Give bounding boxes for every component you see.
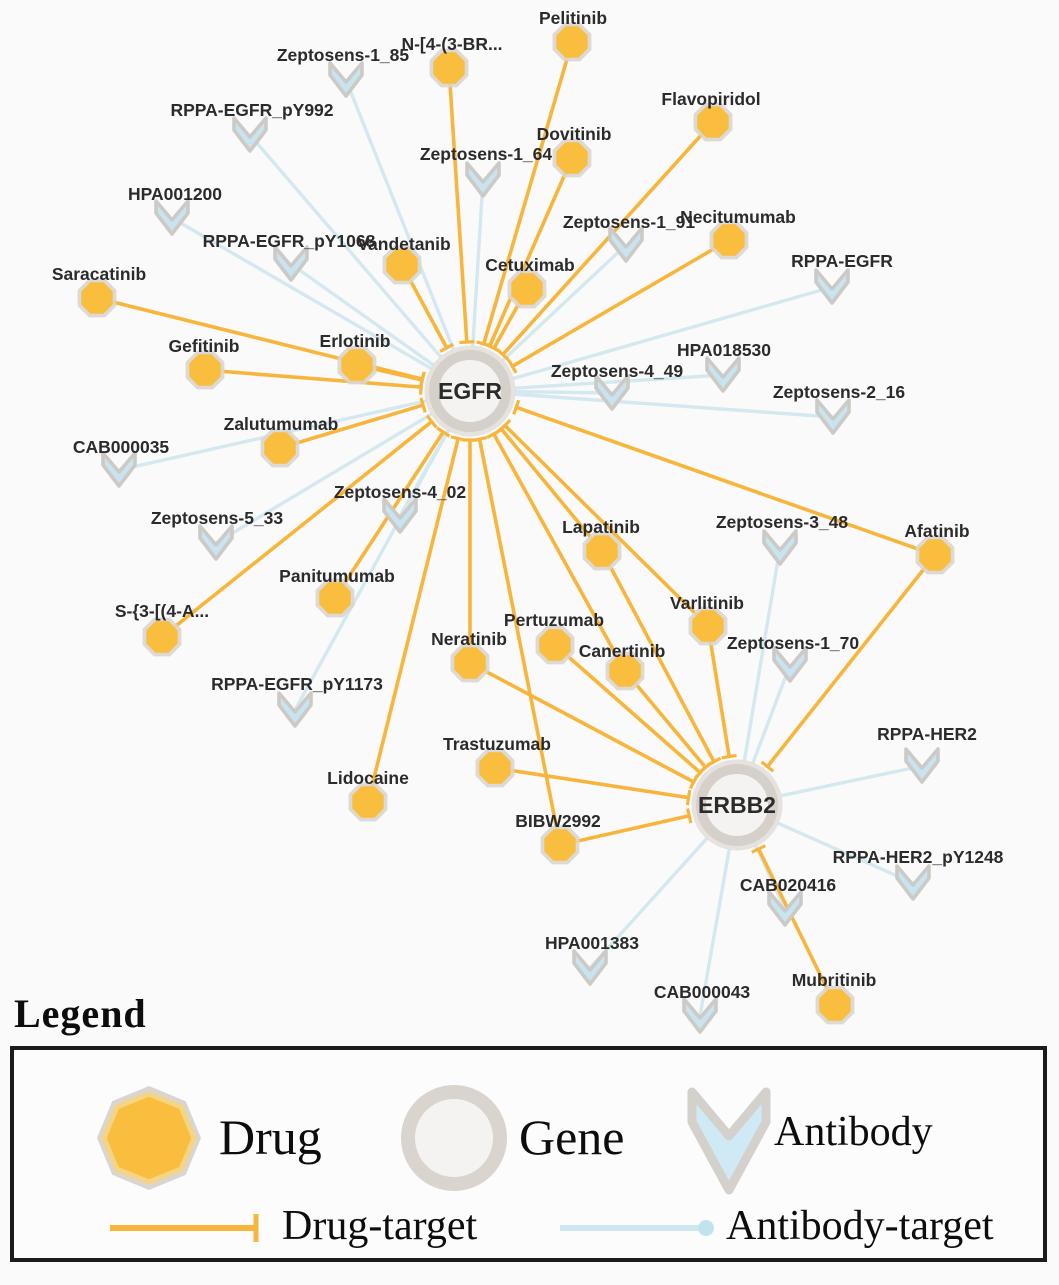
drug-node[interactable] [536, 626, 575, 665]
drug-label: Cetuximab [485, 255, 575, 275]
drug-label: Pelitinib [538, 8, 608, 28]
antibody-node[interactable] [906, 749, 938, 782]
antibody-label: Zeptosens-5_33 [150, 508, 284, 528]
antibody-label: Zeptosens-3_48 [715, 512, 849, 532]
antibody-label: Zeptosens-2_16 [772, 382, 906, 402]
antibody-label: CAB000035 [72, 437, 170, 457]
antibody-node[interactable] [897, 866, 929, 899]
antibody-target-edge [778, 766, 922, 796]
drug-node[interactable] [186, 351, 225, 390]
drug-node[interactable] [508, 270, 547, 309]
drug-label: Varlitinib [670, 593, 744, 613]
antibody-label: RPPA-HER2_pY1248 [832, 847, 1004, 867]
drug-node[interactable] [553, 23, 592, 62]
antibody-label: HPA001383 [544, 933, 640, 953]
antibody-label: Zeptosens-1_64 [419, 144, 553, 164]
drug-node[interactable] [349, 783, 388, 822]
drug-node[interactable] [476, 749, 515, 788]
legend-antibody-label: Antibody [774, 1109, 933, 1155]
drug-target-edge [449, 68, 467, 342]
gene-symbol-icon [399, 1083, 509, 1193]
drug-label: Panitumumab [279, 566, 395, 586]
drug-label: Flavopiridol [661, 89, 761, 109]
antibody-node[interactable] [103, 453, 135, 486]
drug-label: Lidocaine [327, 768, 409, 788]
drug-label: Erlotinib [319, 331, 391, 351]
drug-node[interactable] [430, 49, 469, 88]
antibody-label: Zeptosens-1_91 [562, 212, 696, 232]
antibody-label: Zeptosens-1_70 [726, 633, 860, 653]
drug-label: Vandetanib [357, 234, 451, 254]
drug-node[interactable] [553, 139, 592, 178]
drug-label: Pertuzumab [503, 610, 605, 630]
antibody-label: RPPA-EGFR_pY1173 [211, 674, 383, 694]
drug-node[interactable] [261, 429, 300, 468]
drug-node[interactable] [816, 986, 855, 1025]
antibody-node[interactable] [156, 201, 188, 234]
drug-node[interactable] [451, 644, 490, 683]
drug-node[interactable] [338, 346, 377, 385]
antibody-target-edge [473, 180, 483, 349]
drug-label: Canertinib [578, 641, 666, 661]
drug-symbol-icon [89, 1078, 209, 1198]
antibody-label: CAB000043 [653, 982, 751, 1002]
drug-label: Neratinib [431, 629, 507, 649]
drug-label: Dovitinib [536, 124, 612, 144]
drug-node[interactable] [583, 532, 622, 571]
drug-target-edge-icon [104, 1210, 274, 1246]
gene-label: EGFR [438, 378, 502, 404]
antibody-node[interactable] [817, 400, 849, 433]
antibody-node[interactable] [330, 63, 362, 96]
legend-title: Legend [14, 991, 147, 1036]
drug-label: Zalutumumab [223, 414, 339, 434]
antibody-node[interactable] [574, 951, 606, 984]
drug-label: Necitumumab [680, 207, 796, 227]
drug-label: Afatinib [904, 521, 970, 541]
drug-label: Saracatinib [51, 264, 147, 284]
antibody-node[interactable] [707, 358, 739, 391]
antibody-node[interactable] [384, 499, 416, 532]
drug-node[interactable] [143, 618, 182, 657]
legend-antibody-target-label: Antibody-target [726, 1203, 994, 1249]
antibody-target-edge-icon [554, 1210, 724, 1246]
drug-label: BIBW2992 [515, 811, 601, 831]
legend-gene-label: Gene [519, 1109, 625, 1165]
drug-label: Trastuzumab [443, 734, 551, 754]
antibody-label: CAB020416 [739, 875, 837, 895]
antibody-node[interactable] [279, 693, 311, 726]
antibody-label: RPPA-EGFR_pY992 [170, 100, 334, 120]
drug-target-edge [495, 768, 689, 798]
antibody-node[interactable] [200, 526, 232, 559]
drug-label: Lapatinib [562, 517, 640, 537]
drug-label: N-[4-(3-BR... [401, 34, 503, 54]
legend-drug-label: Drug [219, 1109, 322, 1165]
antibody-node[interactable] [816, 270, 848, 303]
antibody-label: Zeptosens-4_02 [333, 482, 467, 502]
antibody-label: RPPA-EGFR [791, 251, 893, 271]
legend-drug-target-label: Drug-target [282, 1203, 478, 1249]
antibody-node[interactable] [684, 999, 716, 1032]
legend-box [10, 1046, 1047, 1262]
drug-label: Mubritinib [791, 970, 877, 990]
antibody-label: HPA001200 [127, 184, 223, 204]
antibody-label: Zeptosens-4_49 [550, 361, 684, 381]
antibody-node[interactable] [764, 531, 796, 564]
drug-label: Gefitinib [168, 336, 240, 356]
antibody-label: RPPA-HER2 [877, 724, 977, 744]
antibody-label: RPPA-EGFR_pY1068 [202, 231, 376, 251]
antibody-label: HPA018530 [676, 340, 772, 360]
drug-node[interactable] [78, 279, 117, 318]
antibody-node[interactable] [275, 247, 307, 280]
antibody-node[interactable] [769, 892, 801, 925]
antibody-symbol-icon [674, 1078, 784, 1203]
drug-node[interactable] [541, 826, 580, 865]
antibody-label: Zeptosens-1_85 [276, 45, 410, 65]
drug-label: S-{3-[(4-A... [114, 601, 210, 621]
gene-label: ERBB2 [698, 792, 776, 818]
antibody-node[interactable] [467, 163, 499, 196]
drug-node[interactable] [916, 536, 955, 575]
